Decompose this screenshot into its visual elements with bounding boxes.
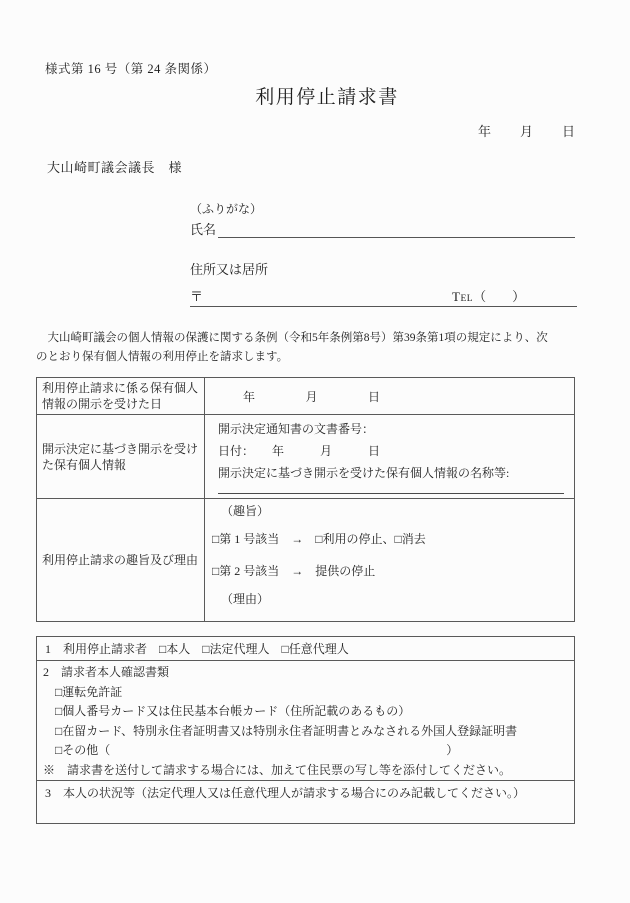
info-name-line: 開示決定に基づき開示を受けた保有個人情報の名称等: <box>218 466 510 480</box>
table-row <box>37 661 575 781</box>
disclosed-info-cell <box>205 415 575 499</box>
name-label: 氏名 <box>190 222 217 237</box>
reason-label: （理由） <box>221 592 270 606</box>
postal-tel-line <box>190 285 577 307</box>
doc-date-line: 日付： 年 月 日 <box>218 444 381 458</box>
date-blank-line: 年 月 日 <box>478 124 577 139</box>
statement-line-1: 大山崎町議会の個人情報の保護に関する条例（令和5年条例第8号）第39条第1項の規定により、次 <box>36 332 548 344</box>
checkbox-drivers-license: □運転免許証 <box>55 684 123 699</box>
mailing-note: ※ 請求書を送付して請求する場合には、加えて住民票の写し等を添付してください。 <box>43 762 512 777</box>
tel-parens: （ ） <box>473 289 526 304</box>
checkbox-item-2: □第 2 号該当 → 提供の停止 <box>212 564 376 578</box>
doc-number-line: 開示決定通知書の文書番号： <box>218 422 375 436</box>
tel-label: TEL <box>452 289 474 304</box>
furigana-label: （ふりがな） <box>190 202 263 216</box>
requester-info-table <box>36 636 575 824</box>
identity-documents-cell <box>37 661 575 781</box>
checkbox-other: □その他（ ） <box>55 743 459 757</box>
name-row <box>190 218 575 238</box>
row-header-purpose-reason: 利用停止請求の趣旨及び理由 <box>37 499 205 622</box>
form-number: 様式第 16 号（第 24 条関係） <box>45 62 217 76</box>
address-label: 住所又は居所 <box>190 262 269 277</box>
table-row <box>37 415 575 499</box>
row-header-disclosure-date: 利用停止請求に係る保有個人情報の開示を受けた日 <box>37 378 205 415</box>
purpose-reason-cell <box>205 499 575 622</box>
checkbox-item-1: □第 1 号該当 → □利用の停止、□消去 <box>212 532 426 546</box>
table-row <box>37 637 575 661</box>
addressee-line: 大山崎町議会議長 様 <box>47 160 183 175</box>
checkbox-mynumber-card: □個人番号カード又は住民基本台帳カード（住所記載のあるもの） <box>55 704 411 718</box>
page-title: 利用停止請求書 <box>255 87 399 108</box>
table-row <box>37 378 575 415</box>
tel-field <box>452 286 525 305</box>
disclosure-date-value: 年 月 日 <box>205 378 575 415</box>
requester-type-row: 1 利用停止請求者 □本人 □法定代理人 □任意代理人 <box>37 637 575 661</box>
checkbox-residence-card: □在留カード、特別永住者証明書又は特別永住者証明書とみなされる外国人登録証明書 <box>55 723 518 738</box>
name-underline <box>218 217 575 238</box>
info-name-underline <box>218 484 564 494</box>
table-row <box>37 781 575 824</box>
purpose-label: （趣旨） <box>221 504 270 518</box>
identity-documents-heading: 2 請求者本人確認書類 <box>43 665 170 679</box>
name-field-block <box>190 200 575 238</box>
principal-status-row: 3 本人の状況等（法定代理人又は任意代理人が請求する場合にのみ記載してください。） <box>37 781 575 824</box>
request-statement <box>36 329 548 367</box>
table-row <box>37 499 575 622</box>
statement-line-2: のとおり保有個人情報の利用停止を請求します。 <box>36 351 289 363</box>
row-header-disclosed-info: 開示決定に基づき開示を受けた保有個人情報 <box>37 415 205 499</box>
disclosure-info-table <box>36 377 575 622</box>
postal-mark-icon: 〒 <box>190 289 204 304</box>
address-field-block <box>190 259 577 307</box>
